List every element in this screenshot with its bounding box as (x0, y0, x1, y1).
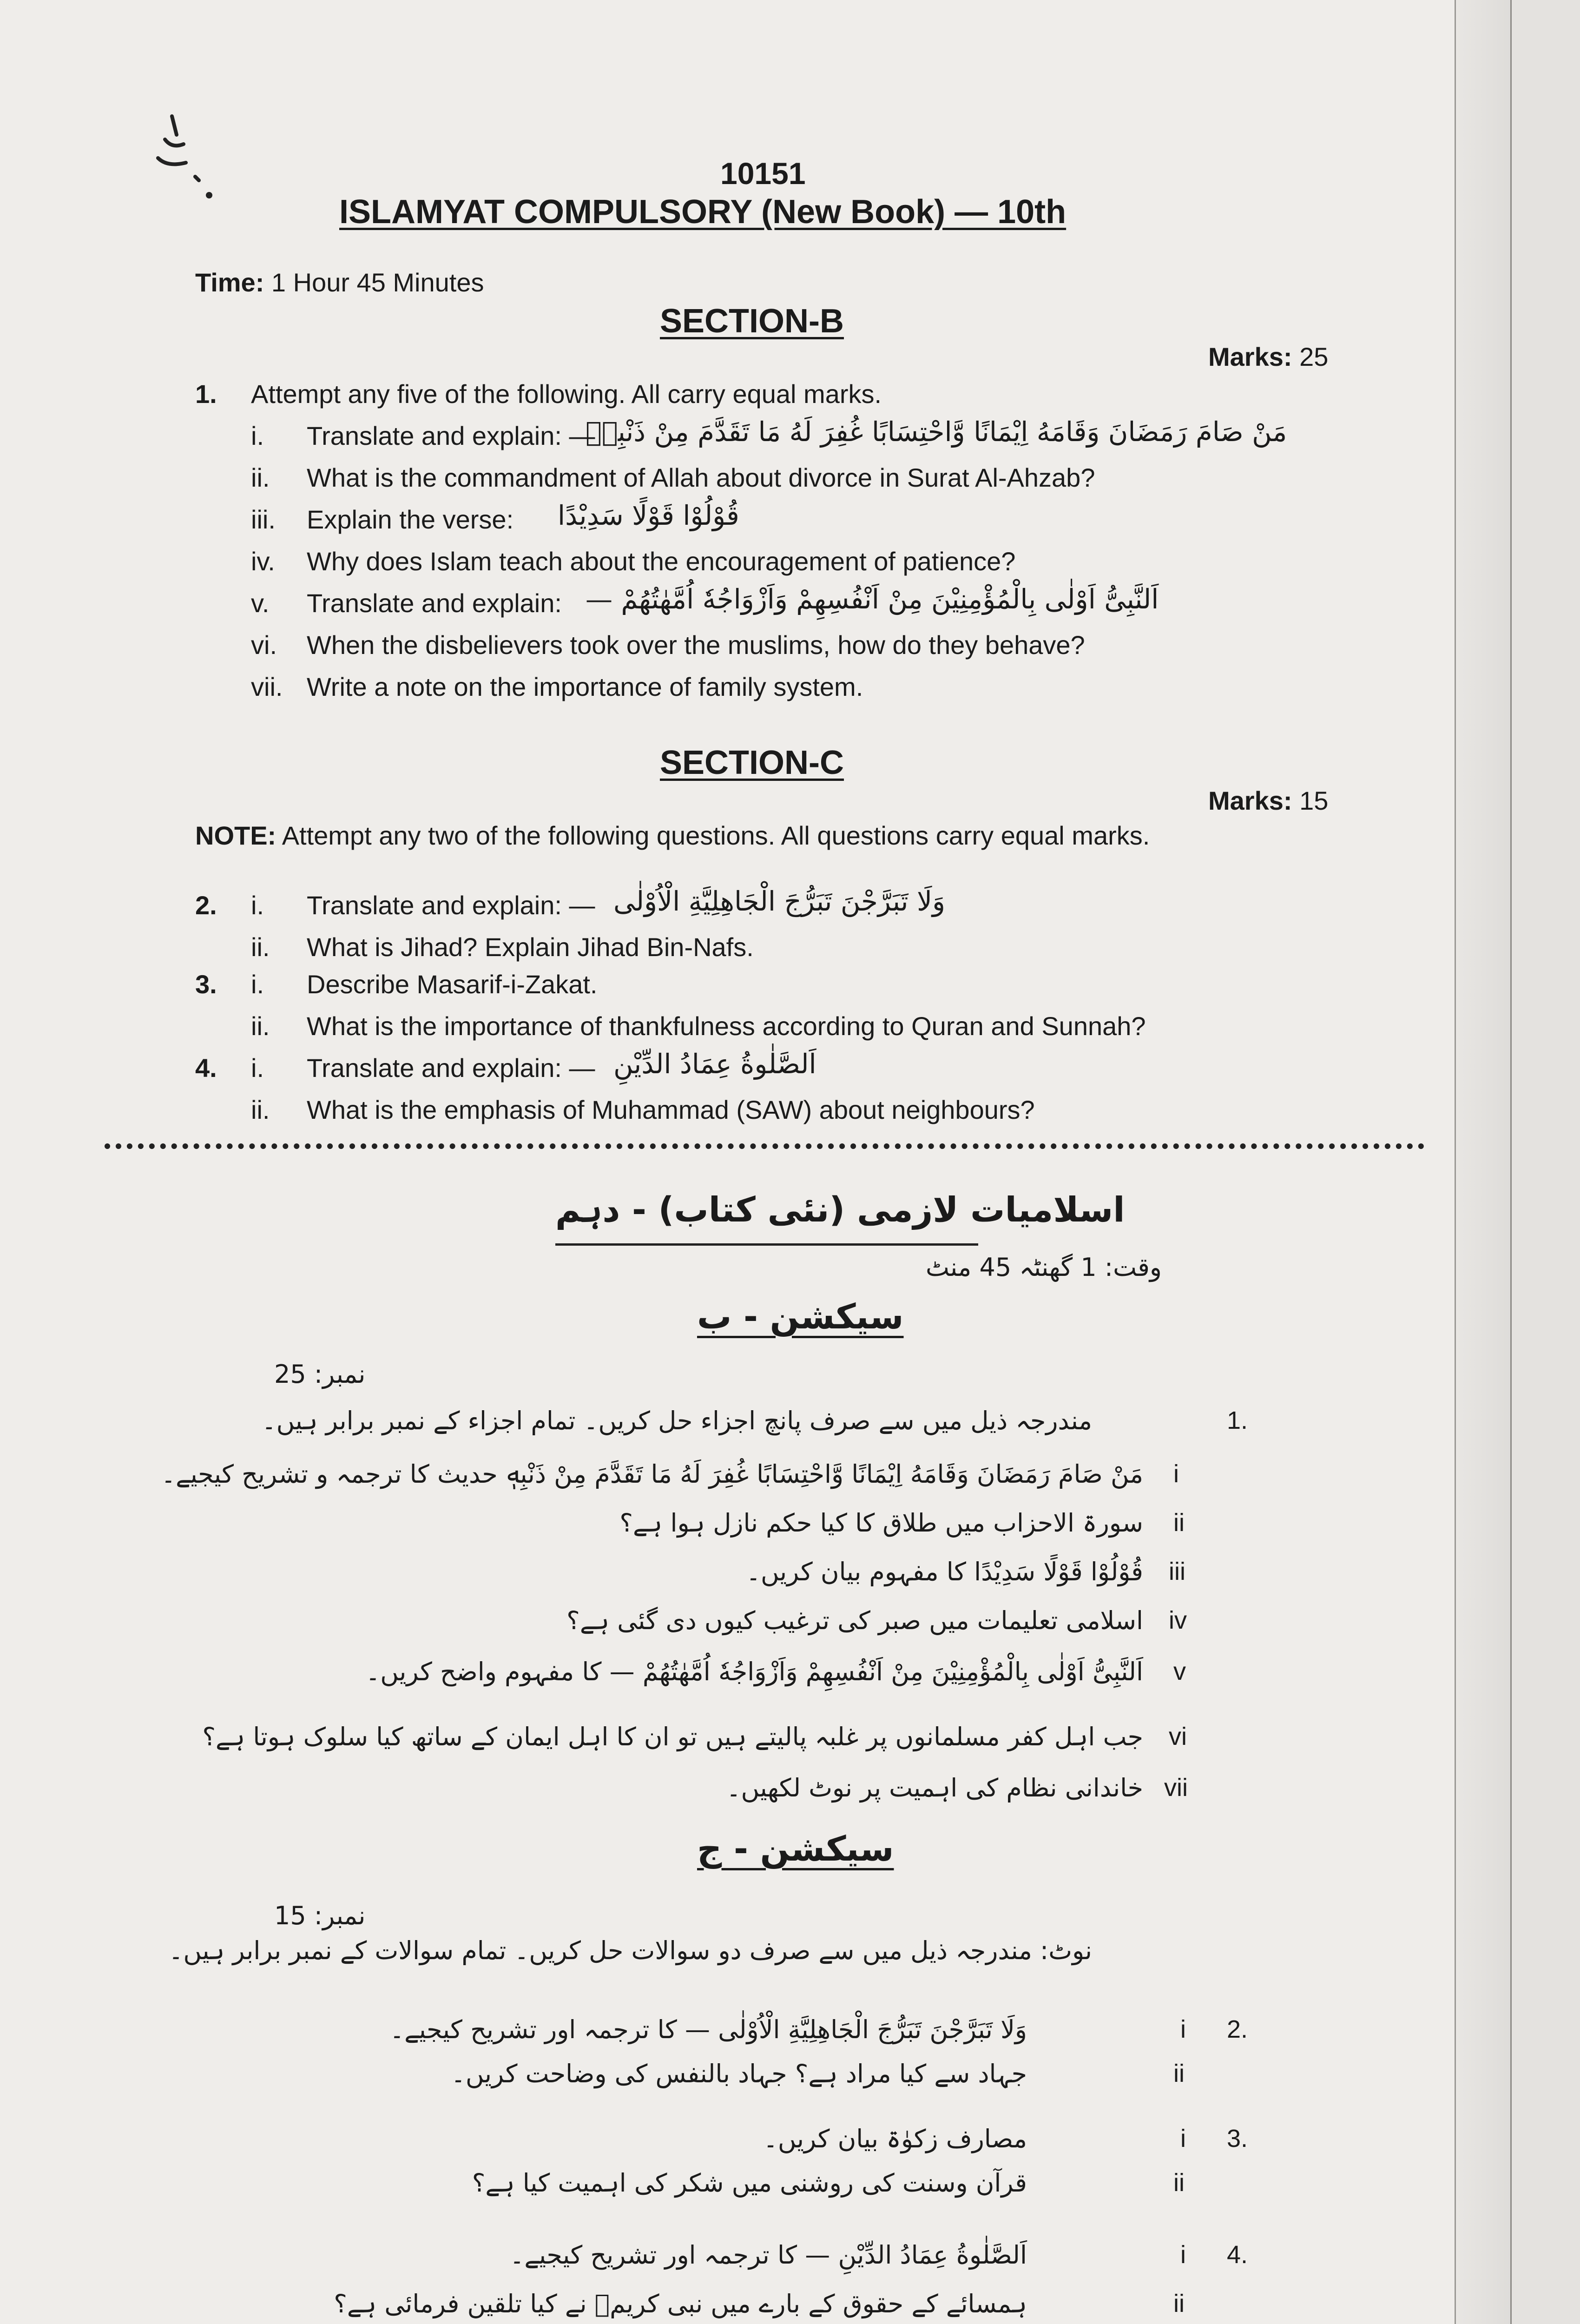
urdu-q1-instruction: مندرجہ ذیل میں سے صرف پانچ اجزاء حل کریں۔ تمام اجزاء کے نمبر برابر ہیں۔ (261, 1406, 1092, 1435)
urdu-part-number: ii (1173, 1509, 1185, 1537)
dotted-separator (105, 1143, 1424, 1149)
time-label: Time: (195, 268, 264, 297)
time-allowed (195, 267, 484, 297)
urdu-part-text: خاندانی نظام کی اہمیت پر نوٹ لکھیں۔ (726, 1773, 1143, 1802)
question-4-number: 4. (195, 1053, 217, 1083)
urdu-section-b-marks: نمبر: 25 (274, 1360, 366, 1389)
urdu-part-text: جب اہل کفر مسلمانوں پر غلبہ پالیتے ہیں تو ان کا اہل ایمان کے ساتھ کیا سلوک ہوتا ہے؟ (202, 1722, 1143, 1751)
urdu-q1-number: 1. (1227, 1406, 1248, 1434)
q1-part-text: Why does Islam teach about the encouragement of patience? (307, 547, 1016, 576)
urdu-part-text: اَلصَّلٰوةُ عِمَادُ الدِّيْنِ — کا ترجمہ اور تشریح کیجیے۔ (509, 2240, 1027, 2270)
question-3-number: 3. (195, 970, 217, 999)
q1-part-text: When the disbelievers took over the muslims, how do they behave? (307, 630, 1085, 660)
q1-part-number: iv. (251, 547, 275, 576)
q-part-number: i. (251, 1053, 264, 1083)
question-1-instruction: Attempt any five of the following. All carry equal marks. (251, 379, 882, 409)
q-part-arabic: وَلَا تَبَرَّجْنَ تَبَرُّجَ الْجَاهِلِيَّةِ الْاُوْلٰى (613, 885, 946, 917)
marks-value: 15 (1299, 786, 1329, 815)
urdu-part-text: سورۃ الاحزاب میں طلاق کا کیا حکم نازل ہوا ہے؟ (619, 1508, 1143, 1538)
q1-part-text: What is the commandment of Allah about divorce in Surat Al-Ahzab? (307, 463, 1095, 492)
section-b-marks (1208, 342, 1328, 372)
urdu-part-text: قُوْلُوْا قَوْلًا سَدِيْدًا کا مفہوم بیان کریں۔ (746, 1557, 1143, 1586)
urdu-section-c-marks: نمبر: 15 (274, 1901, 366, 1930)
q1-part-arabic: مَنْ صَامَ رَمَضَانَ وَقَامَهُ اِيْمَانًا وَّاحْتِسَابًا غُفِرَ لَهُ مَا تَقَدَّمَ مِنْ ذَنْبِهٖ (586, 416, 1287, 448)
q-part-number: i. (251, 970, 264, 999)
page-edge (1510, 0, 1580, 2324)
urdu-section-c-heading: سیکشن - ج (697, 1829, 894, 1869)
urdu-part-number: ii (1173, 2290, 1185, 2317)
q1-part-number: ii. (251, 463, 270, 492)
question-2-number: 2. (195, 891, 217, 920)
q1-part-arabic: اَلنَّبِیُّ اَوْلٰى بِالْمُؤْمِنِيْنَ مِنْ اَنْفُسِهِمْ وَاَزْوَاجُهٗ اُمَّهٰتُهُمْ — (586, 583, 1159, 615)
urdu-title-underline (555, 1243, 978, 1246)
q1-part-number: vi. (251, 630, 277, 660)
q-part-text: Translate and explain: — (307, 891, 595, 920)
urdu-part-number: vi (1169, 1723, 1187, 1750)
paper-code: 10151 (720, 156, 806, 191)
q1-part-number: vii. (251, 672, 283, 701)
question-1-number: 1. (195, 379, 217, 409)
urdu-section-c-note: نوٹ: مندرجہ ذیل میں سے صرف دو سوالات حل کریں۔ تمام سوالات کے نمبر برابر ہیں۔ (168, 1936, 1092, 1965)
urdu-q3-number: 3. (1227, 2125, 1248, 2152)
page-edge (1455, 0, 1512, 2324)
q1-part-text: Explain the verse: (307, 505, 514, 534)
urdu-part-text: وَلَا تَبَرَّجْنَ تَبَرُّجَ الْجَاهِلِيَّةِ الْاُوْلٰى — کا ترجمہ اور تشریح کیجیے۔ (389, 2015, 1027, 2044)
urdu-title: اسلامیات لازمی (نئی کتاب) - دہم (555, 1190, 1125, 1230)
urdu-part-text: مصارف زکوٰۃ بیان کریں۔ (763, 2124, 1027, 2153)
urdu-part-text: اَلنَّبِیُّ اَوْلٰى بِالْمُؤْمِنِيْنَ مِنْ اَنْفُسِهِمْ وَاَزْوَاجُهٗ اُمَّهٰتُهُمْ — کا مفہوم واضح کریں۔ (365, 1657, 1143, 1686)
urdu-part-text: مَنْ صَامَ رَمَضَانَ وَقَامَهُ اِيْمَانًا وَّاحْتِسَابًا غُفِرَ لَهُ مَا تَقَدَّمَ مِنْ ذَنْبِهٖ حدیث کا ترجمہ و تشریح کیجیے۔ (161, 1459, 1143, 1489)
q-part-arabic: اَلصَّلٰوةُ عِمَادُ الدِّيْنِ (613, 1048, 816, 1080)
urdu-part-number: iii (1169, 1558, 1185, 1585)
marks-value: 25 (1299, 342, 1329, 371)
urdu-part-number: ii (1173, 2169, 1185, 2197)
ink-smudge (139, 107, 223, 200)
urdu-part-text: ہمسائے کے حقوق کے بارے میں نبی کریمؐ نے کیا تلقین فرمائی ہے؟ (334, 2289, 1027, 2318)
urdu-q2-number: 2. (1227, 2015, 1248, 2043)
q-part-text: What is Jihad? Explain Jihad Bin-Nafs. (307, 932, 754, 962)
urdu-part-number: i (1180, 2241, 1186, 2269)
q-part-text: What is the emphasis of Muhammad (SAW) about neighbours? (307, 1095, 1035, 1124)
urdu-part-text: جہاد سے کیا مراد ہے؟ جہاد بالنفس کی وضاحت کریں۔ (451, 2059, 1027, 2088)
section-c-marks (1208, 786, 1328, 816)
note-label: NOTE: (195, 821, 276, 850)
urdu-q4-number: 4. (1227, 2241, 1248, 2269)
q1-part-arabic: قُوْلُوْا قَوْلًا سَدِيْدًا (558, 500, 739, 531)
q-part-number: ii. (251, 1011, 270, 1041)
q-part-number: ii. (251, 1095, 270, 1124)
q-part-number: i. (251, 891, 264, 920)
paper-title: ISLAMYAT COMPULSORY (New Book) — 10th (339, 193, 1066, 231)
urdu-part-text: اسلامی تعلیمات میں صبر کی ترغیب کیوں دی گئی ہے؟ (566, 1606, 1143, 1635)
section-b-heading: SECTION-B (660, 303, 844, 340)
time-value: 1 Hour 45 Minutes (271, 268, 484, 297)
q1-part-text: Translate and explain: — (307, 421, 595, 450)
q-part-text: Describe Masarif-i-Zakat. (307, 970, 598, 999)
urdu-part-text: قرآن وسنت کی روشنی میں شکر کی اہمیت کیا ہے؟ (472, 2168, 1027, 2198)
marks-label: Marks: (1208, 786, 1292, 815)
marks-label: Marks: (1208, 342, 1292, 371)
urdu-part-number: i (1173, 1460, 1179, 1488)
urdu-part-number: iv (1169, 1606, 1187, 1634)
note-text: Attempt any two of the following questions. All questions carry equal marks. (282, 821, 1150, 850)
q-part-number: ii. (251, 932, 270, 962)
urdu-section-b-heading: سیکشن - ب (697, 1297, 904, 1337)
section-c-heading: SECTION-C (660, 744, 844, 781)
q1-part-number: iii. (251, 505, 276, 534)
section-c-note (195, 820, 1150, 851)
q1-part-text: Translate and explain: (307, 588, 562, 618)
q1-part-number: i. (251, 421, 264, 450)
q-part-text: What is the importance of thankfulness according to Quran and Sunnah? (307, 1011, 1146, 1041)
urdu-part-number: v (1173, 1657, 1186, 1685)
urdu-part-number: vii (1164, 1774, 1188, 1802)
q1-part-number: v. (251, 588, 270, 618)
q-part-text: Translate and explain: — (307, 1053, 595, 1083)
urdu-part-number: i (1180, 2015, 1186, 2043)
urdu-time: وقت: 1 گھنٹہ 45 منٹ (926, 1253, 1162, 1282)
q1-part-text: Write a note on the importance of family system. (307, 672, 863, 701)
urdu-part-number: ii (1173, 2060, 1185, 2087)
urdu-part-number: i (1180, 2125, 1186, 2152)
